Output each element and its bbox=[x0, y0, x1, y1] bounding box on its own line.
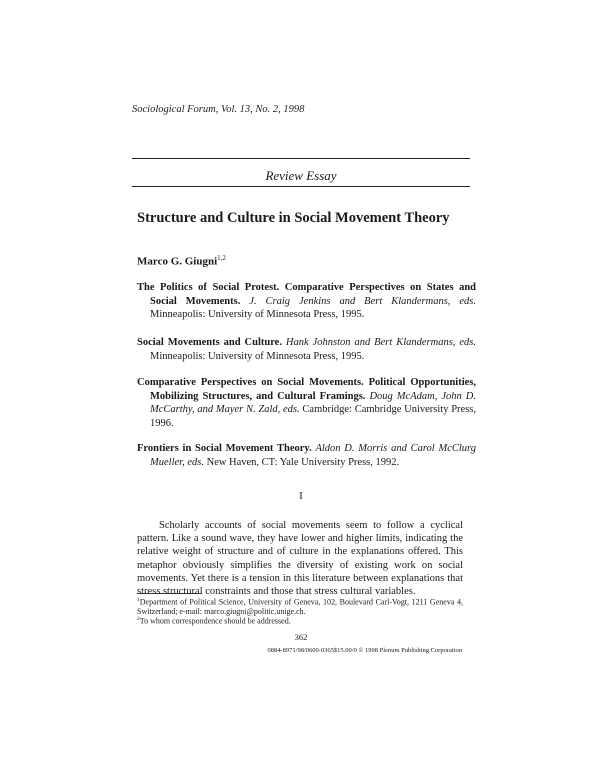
reviewed-book-2 bbox=[137, 336, 476, 363]
author-name-text: Marco G. Giugni bbox=[137, 255, 218, 268]
book-editors: J. Craig Jenkins and Bert Klandermans, eds. bbox=[249, 295, 476, 307]
top-rule bbox=[132, 158, 470, 159]
reviewed-book-3 bbox=[137, 376, 476, 430]
body-paragraph: Scholarly accounts of social movements seem to follow a cyclical pattern. Like a sound wave, they have lower and higher limits, indicating the relative weight of structure and of culture in the explanations offered. This metaphor obviously simplifies the diversity of existing work on social movements. Yet there is a tension in this literature between explanations that stress structural constraints and those that stress cultural variables. bbox=[137, 520, 463, 598]
book-editors: Hank Johnston and Bert Klandermans, eds. bbox=[285, 337, 476, 348]
book-editors: Doug McAdam, John D. McCarthy, and Mayer N. Zald, eds. bbox=[150, 390, 477, 415]
book-publisher: Cambridge: Cambridge University Press, 1996. bbox=[150, 404, 477, 429]
book-title: The Politics of Social Protest. Comparative Perspectives on States and Social Movements. bbox=[137, 282, 476, 307]
bottom-rule bbox=[132, 186, 470, 187]
book-title: Frontiers in Social Movement Theory. bbox=[137, 443, 312, 454]
reviewed-book-1 bbox=[137, 281, 476, 322]
journal-citation: Sociological Forum, Vol. 13, No. 2, 1998 bbox=[132, 104, 305, 115]
footnote-text: To whom correspondence should be addressed. bbox=[139, 616, 291, 626]
author-footnote-marks: 1,2 bbox=[217, 254, 226, 262]
book-publisher: Minneapolis: University of Minnesota Press, 1995. bbox=[150, 350, 365, 362]
footnote-mark: 1 bbox=[137, 597, 140, 603]
author-name bbox=[137, 254, 226, 268]
footnote-1 bbox=[137, 596, 463, 617]
footnote-mark: 2 bbox=[137, 616, 140, 622]
footnote-divider bbox=[137, 593, 201, 594]
section-number: I bbox=[299, 490, 303, 502]
book-editors: Aldon D. Morris and Carol McClurg Mueller, eds. bbox=[150, 443, 476, 468]
footnote-2 bbox=[137, 615, 463, 626]
book-title: Social Movements and Culture. bbox=[137, 337, 282, 348]
copyright-line: 0884-8971/98/0600-0365$15.00/0 © 1998 Plenum Publishing Corporation bbox=[267, 647, 462, 654]
book-publisher: New Haven, CT: Yale University Press, 1992. bbox=[206, 456, 400, 468]
page-number: 362 bbox=[294, 632, 308, 642]
book-publisher: Minneapolis: University of Minnesota Press, 1995. bbox=[150, 309, 365, 320]
footnote-text: Department of Political Science, University of Geneva, 102, Boulevard Carl-Vogt, 1211 Geneva 4, Switzerland; e-mail: marco.giugni@politic.unige.ch. bbox=[137, 597, 463, 617]
reviewed-book-4 bbox=[137, 442, 476, 469]
section-label: Review Essay bbox=[265, 168, 337, 183]
article-title: Structure and Culture in Social Movement Theory bbox=[137, 210, 450, 226]
book-title: Comparative Perspectives on Social Movements. Political Opportunities, Mobilizing Structures, and Cultural Framings. bbox=[137, 377, 476, 402]
